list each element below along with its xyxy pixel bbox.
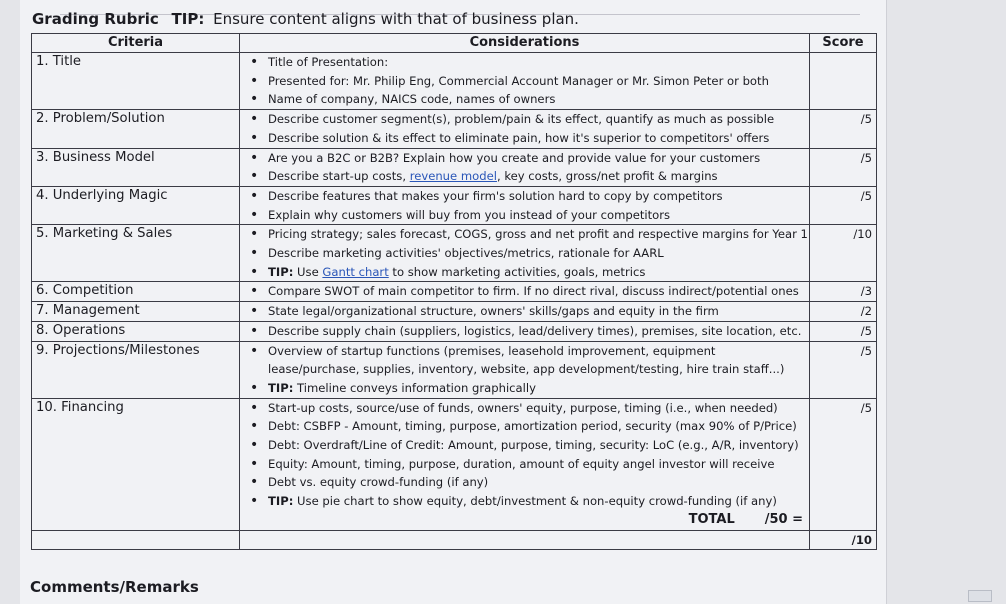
rubric-page (20, 0, 887, 604)
item-text: Timeline conveys information graphically (293, 380, 536, 395)
item-text: Describe supply chain (suppliers, logistics, lead/delivery times), premises, site location, etc. (268, 323, 802, 338)
consideration-item (244, 244, 805, 263)
criteria-cell: 10. Financing (32, 398, 240, 530)
consideration-item (244, 342, 805, 379)
criteria-cell: 6. Competition (32, 282, 240, 302)
considerations-list (244, 187, 805, 224)
consideration-item (244, 417, 805, 436)
considerations-header: Considerations (240, 34, 810, 53)
criteria-cell: 4. Underlying Magic (32, 186, 240, 224)
consideration-item (244, 322, 805, 341)
considerations-cell (240, 110, 810, 148)
item-text: Describe features that makes your firm's solution hard to copy by competitors (268, 188, 723, 203)
item-text: Equity: Amount, timing, purpose, duration, amount of equity angel investor will receive (268, 456, 775, 471)
criteria-header: Criteria (32, 34, 240, 53)
consideration-item (244, 399, 805, 418)
considerations-cell (240, 282, 810, 302)
consideration-item (244, 455, 805, 474)
rubric-row (32, 110, 877, 148)
consideration-item (244, 149, 805, 168)
total-line (244, 511, 805, 530)
tip-label: TIP: (268, 494, 294, 509)
score-cell[interactable]: /5 (810, 321, 877, 341)
considerations-list (244, 399, 805, 511)
considerations-cell (240, 341, 810, 398)
consideration-item (244, 436, 805, 455)
item-text: Overview of startup functions (premises, leasehold improvement, equipment (268, 343, 716, 358)
considerations-list (244, 302, 805, 321)
considerations-list (244, 225, 808, 281)
item-text: Name of company, NAICS code, names of owners (268, 92, 556, 107)
score-cell[interactable]: /3 (810, 282, 877, 302)
item-text: Use (293, 264, 323, 279)
consideration-item (244, 225, 808, 244)
rubric-row (32, 321, 877, 341)
consideration-item (244, 53, 805, 72)
consideration-item (244, 187, 805, 206)
criteria-cell: 7. Management (32, 302, 240, 322)
item-text: Compare SWOT of main competitor to firm. If no direct rival, discuss indirect/potential ones (268, 284, 799, 299)
rubric-row (32, 341, 877, 398)
item-text: Presented for: Mr. Philip Eng, Commercial Account Manager or Mr. Simon Peter or both (268, 73, 769, 88)
score-header: Score (810, 34, 877, 53)
page-heading (32, 10, 579, 28)
blank-cell (32, 530, 240, 550)
consideration-item (244, 302, 805, 321)
total-label: TOTAL (688, 511, 735, 527)
rubric-row (32, 398, 877, 530)
considerations-list (244, 282, 805, 301)
score-cell[interactable]: /5 (810, 186, 877, 224)
tip-label: TIP: (268, 264, 294, 279)
rubric-row (32, 148, 877, 186)
item-text: Describe start-up costs, (268, 169, 410, 184)
item-text: Describe customer segment(s), problem/pain & its effect, quantify as much as possible (268, 112, 775, 127)
rubric-row (32, 302, 877, 322)
score-cell[interactable]: /2 (810, 302, 877, 322)
criteria-cell: 2. Problem/Solution (32, 110, 240, 148)
item-text: Debt vs. equity crowd-funding (if any) (268, 475, 489, 490)
considerations-cell (240, 148, 810, 186)
considerations-list (244, 149, 805, 186)
consideration-item (244, 72, 805, 91)
item-text: Describe marketing activities' objectives/metrics, rationale for AARL (268, 246, 664, 261)
consideration-item (244, 473, 805, 492)
score-cell[interactable] (810, 53, 877, 110)
table-header-row (32, 34, 877, 53)
considerations-list (244, 53, 805, 109)
rubric-row (32, 225, 877, 282)
score-cell[interactable]: /5 (810, 110, 877, 148)
rubric-row (32, 186, 877, 224)
considerations-list (244, 110, 805, 147)
considerations-cell (240, 225, 810, 282)
taskbar-icon (968, 590, 992, 602)
item-text: State legal/organizational structure, owners' skills/gaps and equity in the firm (268, 304, 719, 319)
item-text: to show marketing activities, goals, metrics (388, 264, 646, 279)
tip-label: TIP: (268, 380, 294, 395)
criteria-cell: 3. Business Model (32, 148, 240, 186)
score-cell[interactable]: /5 (810, 148, 877, 186)
item-text: Debt: Overdraft/Line of Credit: Amount, purpose, timing, security: LoC (e.g., A/R, inventory) (268, 438, 799, 453)
item-text: Describe solution & its effect to eliminate pain, how it's superior to competitors' offers (268, 130, 770, 145)
total-score-cell[interactable]: /10 (810, 530, 877, 550)
item-link[interactable]: revenue model (409, 169, 497, 184)
blank-cell (240, 530, 810, 550)
rubric-row (32, 53, 877, 110)
rubric-row (32, 282, 877, 302)
item-text: Are you a B2C or B2B? Explain how you create and provide value for your customers (268, 150, 761, 165)
consideration-item (244, 167, 805, 186)
criteria-cell: 1. Title (32, 53, 240, 110)
item-link[interactable]: Gantt chart (322, 264, 389, 279)
consideration-item (244, 282, 805, 301)
heading-tip-label: TIP: (171, 10, 205, 28)
consideration-item (244, 263, 805, 282)
grading-rubric-table (31, 33, 877, 550)
consideration-item (244, 379, 805, 398)
rubric-body (32, 53, 877, 550)
consideration-item (244, 90, 805, 109)
heading-tip-text: Ensure content aligns with that of business plan. (213, 10, 579, 28)
item-text: Start-up costs, source/use of funds, owners' equity, purpose, timing (i.e., when needed) (268, 400, 778, 415)
considerations-list (244, 342, 805, 398)
total-row (32, 530, 877, 550)
score-cell[interactable]: /10 (810, 225, 877, 282)
item-text: Debt: CSBFP - Amount, timing, purpose, amortization period, security (max 90% of P/Price) (268, 419, 797, 434)
considerations-cell (240, 398, 810, 530)
item-text: Pricing strategy; sales forecast, COGS, gross and net profit and respective margins for Year 1 (268, 227, 808, 242)
considerations-cell (240, 53, 810, 110)
criteria-cell: 9. Projections/Milestones (32, 341, 240, 398)
criteria-cell: 5. Marketing & Sales (32, 225, 240, 282)
considerations-cell (240, 302, 810, 322)
total-fraction: /50 = (764, 511, 803, 527)
heading-title: Grading Rubric (32, 10, 159, 28)
consideration-item (244, 492, 805, 511)
score-cell[interactable]: /5 (810, 341, 877, 398)
item-text: Explain why customers will buy from you instead of your competitors (268, 207, 671, 222)
comments-label: Comments/Remarks (30, 578, 199, 596)
considerations-cell (240, 186, 810, 224)
considerations-cell (240, 321, 810, 341)
item-text: Title of Presentation: (268, 55, 389, 69)
consideration-item (244, 206, 805, 225)
item-text: , key costs, gross/net profit & margins (496, 169, 718, 184)
considerations-list (244, 322, 805, 341)
consideration-item (244, 110, 805, 129)
criteria-cell: 8. Operations (32, 321, 240, 341)
score-cell[interactable]: /5 (810, 398, 877, 530)
item-continuation: lease/purchase, supplies, inventory, website, app development/testing, hire train staff...) (268, 362, 785, 377)
consideration-item (244, 129, 805, 148)
item-text: Use pie chart to show equity, debt/investment & non-equity crowd-funding (if any) (293, 494, 777, 509)
